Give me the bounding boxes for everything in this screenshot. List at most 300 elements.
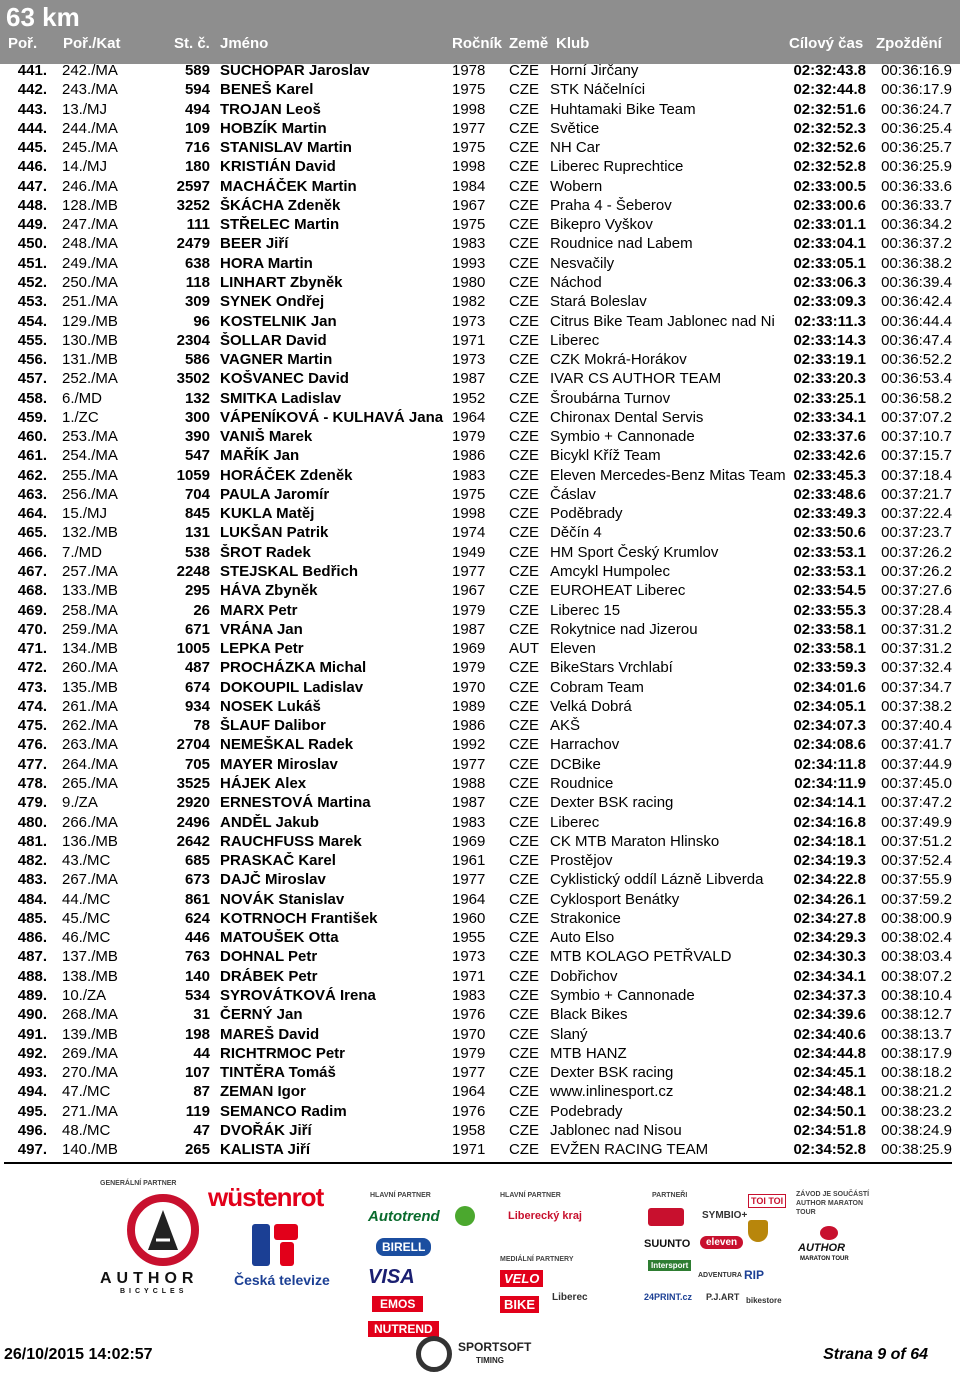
row-rank: 480. bbox=[17, 813, 47, 831]
row-rank: 484. bbox=[17, 890, 47, 908]
row-year: 1967 bbox=[452, 196, 486, 214]
main-partner-label: HLAVNÍ PARTNER bbox=[370, 1192, 431, 1199]
table-row bbox=[0, 81, 960, 100]
skoda-icon bbox=[455, 1206, 475, 1226]
shield-icon bbox=[748, 1220, 768, 1242]
row-finish-time: 02:34:45.1 bbox=[793, 1064, 866, 1082]
row-club: Bicykl Kříž Team bbox=[550, 447, 661, 465]
row-finish-time: 02:34:40.6 bbox=[793, 1025, 866, 1043]
row-finish-time: 02:33:06.3 bbox=[793, 273, 866, 291]
row-club: Slaný bbox=[550, 1025, 588, 1043]
row-club: Huhtamaki Bike Team bbox=[550, 100, 696, 118]
row-country: CZE bbox=[509, 254, 539, 272]
row-year: 1971 bbox=[452, 967, 486, 985]
row-club: Liberec Ruprechtice bbox=[550, 158, 684, 176]
table-row bbox=[0, 602, 960, 621]
row-rank: 496. bbox=[17, 1121, 47, 1139]
author-tour-sub: MARATON TOUR bbox=[800, 1256, 849, 1262]
row-rank: 478. bbox=[17, 774, 47, 792]
row-year: 1998 bbox=[452, 158, 486, 176]
row-rank: 479. bbox=[17, 794, 47, 812]
row-finish-time: 02:33:59.3 bbox=[793, 659, 866, 677]
birell-logo: BIRELL bbox=[376, 1238, 431, 1256]
row-club: Podebrady bbox=[550, 1102, 623, 1120]
row-name: LUKŠAN Patrik bbox=[220, 524, 329, 542]
row-country: CZE bbox=[509, 524, 539, 542]
row-year: 1977 bbox=[452, 563, 486, 581]
row-name: ANDĚL Jakub bbox=[220, 813, 319, 831]
row-start-number: 934 bbox=[184, 697, 210, 715]
row-rank: 465. bbox=[17, 524, 47, 542]
row-name: BEER Jiří bbox=[220, 235, 289, 253]
table-row bbox=[0, 1026, 960, 1045]
table-row bbox=[0, 814, 960, 833]
row-rank: 446. bbox=[17, 158, 47, 176]
row-start-number: 31 bbox=[193, 1006, 210, 1024]
table-row bbox=[0, 293, 960, 312]
row-rank: 449. bbox=[17, 216, 47, 234]
row-start-number: 716 bbox=[184, 139, 210, 157]
row-year: 1979 bbox=[452, 601, 486, 619]
row-category-rank: 254./MA bbox=[62, 447, 118, 465]
table-row bbox=[0, 120, 960, 139]
col-header-klub: Klub bbox=[556, 35, 590, 52]
24print-logo: 24PRINT.cz bbox=[644, 1292, 693, 1302]
row-start-number: 87 bbox=[193, 1083, 210, 1101]
general-partner-label: GENERÁLNÍ PARTNER bbox=[100, 1180, 177, 1187]
row-year: 1974 bbox=[452, 524, 486, 542]
row-start-number: 674 bbox=[184, 678, 210, 696]
col-header-zpozdeni: Zpoždění bbox=[876, 35, 942, 52]
row-gap: 00:38:25.9 bbox=[881, 1141, 952, 1159]
row-start-number: 2479 bbox=[176, 235, 210, 253]
row-year: 1969 bbox=[452, 832, 486, 850]
row-gap: 00:38:24.9 bbox=[881, 1121, 952, 1139]
row-start-number: 295 bbox=[184, 582, 210, 600]
row-name: KRISTIÁN David bbox=[220, 158, 336, 176]
row-finish-time: 02:34:26.1 bbox=[793, 890, 866, 908]
row-finish-time: 02:34:39.6 bbox=[793, 1006, 866, 1024]
table-row bbox=[0, 351, 960, 370]
row-country: CZE bbox=[509, 697, 539, 715]
row-rank: 470. bbox=[17, 620, 47, 638]
row-start-number: 132 bbox=[184, 389, 210, 407]
row-start-number: 494 bbox=[184, 100, 210, 118]
row-club: Náchod bbox=[550, 273, 602, 291]
row-name: MAREŠ David bbox=[220, 1025, 320, 1043]
row-rank: 497. bbox=[17, 1141, 47, 1159]
row-club: Roudnice nad Labem bbox=[550, 235, 693, 253]
row-club: Harrachov bbox=[550, 736, 620, 754]
row-year: 1979 bbox=[452, 659, 486, 677]
row-country: CZE bbox=[509, 582, 539, 600]
row-name: ČERNÝ Jan bbox=[220, 1006, 303, 1024]
row-start-number: 2496 bbox=[176, 813, 210, 831]
row-name: SUCHOPAR Jaroslav bbox=[220, 62, 370, 79]
row-club: Black Bikes bbox=[550, 1006, 628, 1024]
row-finish-time: 02:34:22.8 bbox=[793, 871, 866, 889]
wustenrot-logo: wüstenrot bbox=[208, 1182, 324, 1212]
table-row bbox=[0, 178, 960, 197]
row-country: CZE bbox=[509, 1025, 539, 1043]
table-row bbox=[0, 197, 960, 216]
row-rank: 492. bbox=[17, 1044, 47, 1062]
row-gap: 00:37:21.7 bbox=[881, 485, 952, 503]
row-club: Děčín 4 bbox=[550, 524, 602, 542]
row-name: TROJAN Leoš bbox=[220, 100, 321, 118]
row-country: CZE bbox=[509, 678, 539, 696]
row-gap: 00:36:33.6 bbox=[881, 177, 952, 195]
row-name: PROCHÁZKA Michal bbox=[220, 659, 367, 677]
row-rank: 483. bbox=[17, 871, 47, 889]
row-start-number: 534 bbox=[184, 986, 210, 1004]
row-club: Symbio + Cannonade bbox=[550, 428, 695, 446]
row-finish-time: 02:33:58.1 bbox=[793, 640, 866, 658]
row-club: Cobram Team bbox=[550, 678, 644, 696]
table-row bbox=[0, 756, 960, 775]
row-start-number: 624 bbox=[184, 909, 210, 927]
row-year: 1964 bbox=[452, 890, 486, 908]
row-year: 1975 bbox=[452, 81, 486, 99]
row-gap: 00:37:26.2 bbox=[881, 563, 952, 581]
row-finish-time: 02:33:00.6 bbox=[793, 196, 866, 214]
row-club: NH Car bbox=[550, 139, 601, 157]
row-rank: 459. bbox=[17, 408, 47, 426]
row-gap: 00:36:44.4 bbox=[881, 312, 952, 330]
row-rank: 467. bbox=[17, 563, 47, 581]
row-name: TINTĚRA Tomáš bbox=[220, 1064, 336, 1082]
row-category-rank: 43./MC bbox=[62, 852, 111, 870]
row-finish-time: 02:33:37.6 bbox=[793, 428, 866, 446]
row-club: DCBike bbox=[550, 755, 601, 773]
row-gap: 00:37:52.4 bbox=[881, 852, 952, 870]
row-finish-time: 02:32:52.3 bbox=[793, 119, 866, 137]
row-gap: 00:37:40.4 bbox=[881, 717, 952, 735]
row-name: PAULA Jaromír bbox=[220, 485, 330, 503]
row-country: CZE bbox=[509, 890, 539, 908]
row-gap: 00:38:10.4 bbox=[881, 986, 952, 1004]
row-name: ŠROT Radek bbox=[220, 543, 311, 561]
row-rank: 455. bbox=[17, 331, 47, 349]
row-start-number: 96 bbox=[193, 312, 210, 330]
row-country: CZE bbox=[509, 1044, 539, 1062]
row-finish-time: 02:33:54.5 bbox=[793, 582, 866, 600]
row-club: www.inlinesport.cz bbox=[550, 1083, 674, 1101]
row-start-number: 861 bbox=[184, 890, 210, 908]
row-finish-time: 02:34:19.3 bbox=[793, 852, 866, 870]
row-start-number: 309 bbox=[184, 293, 210, 311]
row-category-rank: 258./MA bbox=[62, 601, 118, 619]
row-start-number: 3525 bbox=[176, 774, 210, 792]
table-row bbox=[0, 1064, 960, 1083]
row-start-number: 44 bbox=[193, 1044, 210, 1062]
row-finish-time: 02:33:25.1 bbox=[793, 389, 866, 407]
row-club: Symbio + Cannonade bbox=[550, 986, 695, 1004]
row-name: DRÁBEK Petr bbox=[220, 967, 318, 985]
row-start-number: 547 bbox=[184, 447, 210, 465]
author-tour-logo: AUTHOR bbox=[798, 1242, 846, 1254]
row-gap: 00:37:38.2 bbox=[881, 697, 952, 715]
row-year: 1967 bbox=[452, 582, 486, 600]
table-row bbox=[0, 370, 960, 389]
row-gap: 00:38:18.2 bbox=[881, 1064, 952, 1082]
table-row bbox=[0, 390, 960, 409]
row-name: MATOUŠEK Otta bbox=[220, 929, 339, 947]
page-number: Strana 9 of 64 bbox=[823, 1346, 928, 1363]
row-category-rank: 263./MA bbox=[62, 736, 118, 754]
row-club: Nesvačily bbox=[550, 254, 615, 272]
row-finish-time: 02:34:11.8 bbox=[794, 755, 866, 773]
row-rank: 464. bbox=[17, 505, 47, 523]
row-country: CZE bbox=[509, 1064, 539, 1082]
row-gap: 00:36:52.2 bbox=[881, 351, 952, 369]
table-row bbox=[0, 640, 960, 659]
table-row bbox=[0, 467, 960, 486]
row-name: ŠKÁCHA Zdeněk bbox=[220, 196, 341, 214]
row-gap: 00:37:28.4 bbox=[881, 601, 952, 619]
row-rank: 489. bbox=[17, 986, 47, 1004]
row-year: 1975 bbox=[452, 216, 486, 234]
row-start-number: 118 bbox=[185, 273, 210, 291]
row-gap: 00:37:26.2 bbox=[881, 543, 952, 561]
row-gap: 00:37:34.7 bbox=[881, 678, 952, 696]
row-club: MTB HANZ bbox=[550, 1044, 627, 1062]
row-year: 1973 bbox=[452, 312, 486, 330]
row-rank: 460. bbox=[17, 428, 47, 446]
row-category-rank: 252./MA bbox=[62, 370, 118, 388]
row-country: CZE bbox=[509, 1006, 539, 1024]
row-category-rank: 45./MC bbox=[62, 909, 111, 927]
adventura-logo: ADVENTURA bbox=[698, 1272, 742, 1279]
symbio-logo: SYMBIO+ bbox=[702, 1210, 748, 1221]
row-gap: 00:36:53.4 bbox=[881, 370, 952, 388]
row-rank: 469. bbox=[17, 601, 47, 619]
row-year: 1983 bbox=[452, 986, 486, 1004]
row-country: CZE bbox=[509, 235, 539, 253]
table-row bbox=[0, 736, 960, 755]
media-partner-label: MEDIÁLNÍ PARTNERY bbox=[500, 1256, 574, 1263]
row-gap: 00:38:21.2 bbox=[881, 1083, 952, 1101]
row-country: CZE bbox=[509, 871, 539, 889]
row-country: CZE bbox=[509, 659, 539, 677]
row-country: CZE bbox=[509, 312, 539, 330]
table-row bbox=[0, 486, 960, 505]
author-logo bbox=[118, 1194, 208, 1266]
row-start-number: 2704 bbox=[176, 736, 210, 754]
table-row bbox=[0, 101, 960, 120]
row-start-number: 589 bbox=[184, 62, 210, 79]
row-rank: 472. bbox=[17, 659, 47, 677]
row-year: 1975 bbox=[452, 139, 486, 157]
row-finish-time: 02:34:27.8 bbox=[793, 909, 866, 927]
table-row bbox=[0, 505, 960, 524]
table-bottom-rule bbox=[4, 1162, 952, 1164]
autotrend-logo: Autotrend bbox=[368, 1208, 440, 1225]
row-country: CZE bbox=[509, 447, 539, 465]
row-club: Strakonice bbox=[550, 909, 621, 927]
header-banner bbox=[0, 0, 960, 64]
table-row bbox=[0, 582, 960, 601]
row-country: CZE bbox=[509, 929, 539, 947]
row-start-number: 1059 bbox=[176, 466, 210, 484]
row-finish-time: 02:34:11.9 bbox=[794, 774, 866, 792]
row-year: 1984 bbox=[452, 177, 486, 195]
row-finish-time: 02:33:53.1 bbox=[793, 543, 866, 561]
row-year: 1975 bbox=[452, 485, 486, 503]
col-header-cas: Cílový čas bbox=[789, 35, 864, 52]
row-finish-time: 02:32:51.6 bbox=[793, 100, 866, 118]
table-row bbox=[0, 794, 960, 813]
row-gap: 00:36:39.4 bbox=[881, 273, 952, 291]
row-country: CZE bbox=[509, 543, 539, 561]
table-row bbox=[0, 255, 960, 274]
row-category-rank: 137./MB bbox=[62, 948, 118, 966]
row-year: 1983 bbox=[452, 813, 486, 831]
table-row bbox=[0, 987, 960, 1006]
row-start-number: 3502 bbox=[176, 370, 210, 388]
row-gap: 00:37:31.2 bbox=[881, 640, 952, 658]
table-row bbox=[0, 871, 960, 890]
row-club: Dexter BSK racing bbox=[550, 794, 674, 812]
row-gap: 00:38:07.2 bbox=[881, 967, 952, 985]
row-country: CZE bbox=[509, 139, 539, 157]
velo-logo: VELO bbox=[500, 1270, 543, 1287]
row-category-rank: 130./MB bbox=[62, 331, 118, 349]
row-name: RICHTRMOC Petr bbox=[220, 1044, 346, 1062]
row-start-number: 111 bbox=[186, 216, 210, 234]
row-club: Dexter BSK racing bbox=[550, 1064, 674, 1082]
row-category-rank: 246./MA bbox=[62, 177, 118, 195]
partners-label: PARTNEŘI bbox=[652, 1192, 688, 1199]
row-year: 1982 bbox=[452, 293, 486, 311]
row-gap: 00:36:38.2 bbox=[881, 254, 952, 272]
row-name: DOKOUPIL Ladislav bbox=[220, 678, 364, 696]
row-finish-time: 02:34:16.8 bbox=[793, 813, 866, 831]
row-finish-time: 02:33:55.3 bbox=[793, 601, 866, 619]
ct-logo bbox=[252, 1224, 298, 1266]
row-rank: 482. bbox=[17, 852, 47, 870]
row-gap: 00:36:37.2 bbox=[881, 235, 952, 253]
row-year: 1979 bbox=[452, 1044, 486, 1062]
row-gap: 00:37:44.9 bbox=[881, 755, 952, 773]
row-category-rank: 262./MA bbox=[62, 717, 118, 735]
row-name: ŠLAUF Dalibor bbox=[220, 717, 326, 735]
row-club: Eleven Mercedes-Benz Mitas Team bbox=[550, 466, 786, 484]
row-gap: 00:36:24.7 bbox=[881, 100, 952, 118]
row-finish-time: 02:34:34.1 bbox=[793, 967, 866, 985]
row-start-number: 78 bbox=[193, 717, 210, 735]
row-country: CZE bbox=[509, 119, 539, 137]
row-rank: 487. bbox=[17, 948, 47, 966]
row-country: CZE bbox=[509, 755, 539, 773]
row-finish-time: 02:34:29.3 bbox=[793, 929, 866, 947]
row-gap: 00:38:13.7 bbox=[881, 1025, 952, 1043]
row-club: Světice bbox=[550, 119, 600, 137]
row-start-number: 705 bbox=[184, 755, 210, 773]
row-name: STEJSKAL Bedřich bbox=[220, 563, 359, 581]
row-start-number: 685 bbox=[184, 852, 210, 870]
row-year: 1987 bbox=[452, 620, 486, 638]
row-year: 1998 bbox=[452, 100, 486, 118]
row-name: SYNEK Ondřej bbox=[220, 293, 325, 311]
row-start-number: 594 bbox=[184, 81, 210, 99]
row-name: KUKLA Matěj bbox=[220, 505, 315, 523]
table-row bbox=[0, 968, 960, 987]
row-year: 1978 bbox=[452, 62, 486, 79]
row-year: 1977 bbox=[452, 119, 486, 137]
table-row bbox=[0, 717, 960, 736]
author-wordmark: AUTHOR bbox=[100, 1270, 199, 1287]
row-category-rank: 250./MA bbox=[62, 273, 118, 291]
row-rank: 452. bbox=[17, 273, 47, 291]
table-row bbox=[0, 1045, 960, 1064]
row-country: CZE bbox=[509, 466, 539, 484]
col-header-zeme: Země bbox=[509, 35, 549, 52]
row-club: Jablonec nad Nisou bbox=[550, 1121, 682, 1139]
row-gap: 00:36:25.7 bbox=[881, 139, 952, 157]
table-row bbox=[0, 659, 960, 678]
row-year: 1986 bbox=[452, 717, 486, 735]
row-start-number: 47 bbox=[193, 1121, 210, 1139]
row-rank: 442. bbox=[17, 81, 47, 99]
row-category-rank: 44./MC bbox=[62, 890, 111, 908]
row-country: CZE bbox=[509, 1083, 539, 1101]
row-rank: 443. bbox=[17, 100, 47, 118]
sportsoft-sub: TIMING bbox=[476, 1356, 504, 1365]
table-row bbox=[0, 775, 960, 794]
row-start-number: 2248 bbox=[176, 563, 210, 581]
row-start-number: 119 bbox=[185, 1102, 210, 1120]
row-category-rank: 7./MD bbox=[62, 543, 103, 561]
row-name: LINHART Zbyněk bbox=[220, 273, 343, 291]
row-country: CZE bbox=[509, 408, 539, 426]
rip-logo: RIP bbox=[744, 1268, 765, 1282]
table-row bbox=[0, 698, 960, 717]
row-country: CZE bbox=[509, 81, 539, 99]
row-category-rank: 264./MA bbox=[62, 755, 118, 773]
row-name: MAYER Miroslav bbox=[220, 755, 338, 773]
row-name: MARX Petr bbox=[220, 601, 298, 619]
row-gap: 00:36:25.9 bbox=[881, 158, 952, 176]
row-category-rank: 247./MA bbox=[62, 216, 118, 234]
row-gap: 00:38:12.7 bbox=[881, 1006, 952, 1024]
row-gap: 00:36:47.4 bbox=[881, 331, 952, 349]
row-category-rank: 48./MC bbox=[62, 1121, 111, 1139]
row-category-rank: 47./MC bbox=[62, 1083, 111, 1101]
row-year: 1961 bbox=[452, 852, 486, 870]
partners-area bbox=[0, 1180, 960, 1340]
row-gap: 00:37:10.7 bbox=[881, 428, 952, 446]
col-header-st: St. č. bbox=[174, 35, 210, 52]
row-finish-time: 02:33:20.3 bbox=[793, 370, 866, 388]
row-start-number: 673 bbox=[184, 871, 210, 889]
row-year: 1988 bbox=[452, 774, 486, 792]
bikestore-logo: bikestore bbox=[746, 1296, 782, 1305]
row-category-rank: 266./MA bbox=[62, 813, 118, 831]
table-row bbox=[0, 62, 960, 81]
row-rank: 471. bbox=[17, 640, 47, 658]
row-gap: 00:37:15.7 bbox=[881, 447, 952, 465]
row-country: CZE bbox=[509, 601, 539, 619]
row-rank: 457. bbox=[17, 370, 47, 388]
row-country: CZE bbox=[509, 909, 539, 927]
table-row bbox=[0, 833, 960, 852]
row-club: BikeStars Vrchlabí bbox=[550, 659, 673, 677]
row-category-rank: 138./MB bbox=[62, 967, 118, 985]
row-start-number: 2920 bbox=[176, 794, 210, 812]
row-club: Horní Jirčany bbox=[550, 62, 639, 79]
row-finish-time: 02:33:14.3 bbox=[793, 331, 866, 349]
